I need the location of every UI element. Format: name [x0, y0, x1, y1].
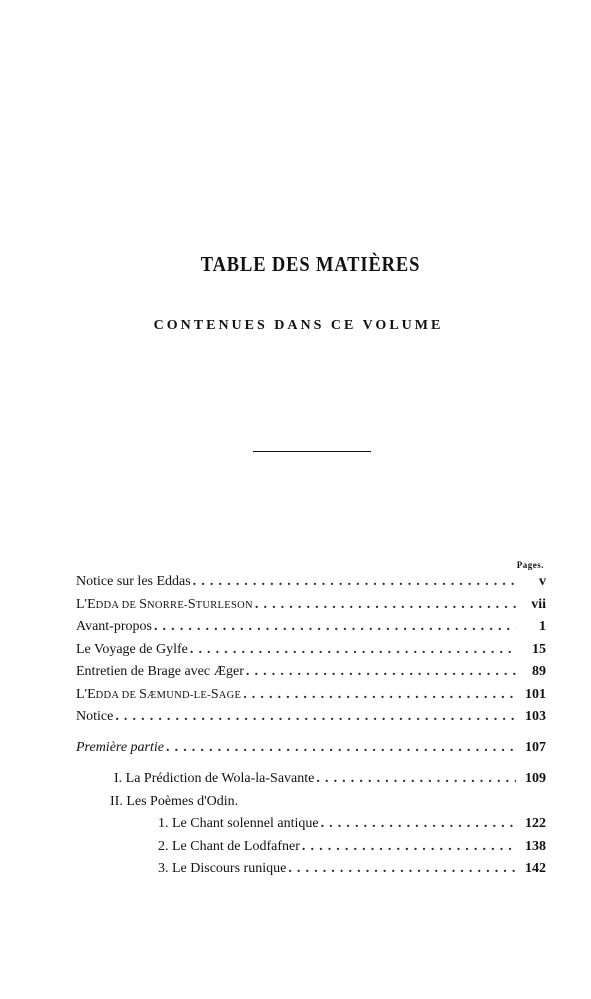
toc-entry-voyage-gylfe [76, 642, 546, 662]
dot-leader [115, 709, 516, 725]
dot-leader [154, 619, 516, 635]
dot-leader [166, 740, 516, 756]
toc-entry-chant-solennel [158, 816, 546, 836]
toc-entry-label: L'EDDA DE SÆMUND-LE-SAGE [76, 687, 242, 702]
toc-entry-edda-saemund [76, 687, 546, 707]
dot-leader [321, 816, 516, 832]
toc-entry-notice-eddas [76, 574, 546, 594]
toc-entry-label: 3. Le Discours runique [158, 861, 287, 876]
toc-entry-chant-lodfafner [158, 839, 546, 859]
dot-leader [288, 861, 516, 877]
dot-leader [190, 642, 516, 658]
dot-leader [243, 687, 516, 703]
dot-leader [316, 771, 516, 787]
toc-entry-entretien-brage [76, 664, 546, 684]
toc-entry-avant-propos [76, 619, 546, 639]
toc-entry-edda-snorre [76, 597, 546, 617]
toc-entry-page: 107 [525, 740, 546, 755]
toc-entry-page: vii [531, 597, 546, 612]
page-subtitle: CONTENUES DANS CE VOLUME [153, 318, 444, 333]
toc-entry-page: 89 [532, 664, 546, 679]
toc-entry-label: 2. Le Chant de Lodfafner [158, 839, 300, 854]
toc-entry-label: Entretien de Brage avec Æger [76, 664, 244, 679]
toc-entry-prediction-wola [114, 771, 546, 791]
toc-entry-page: 109 [525, 771, 546, 786]
toc-entry-label: 1. Le Chant solennel antique [158, 816, 319, 831]
toc-entry-page: 103 [525, 709, 546, 724]
page-title: TABLE DES MATIÈRES [200, 252, 421, 276]
dot-leader [302, 839, 516, 855]
toc-entry-label: Le Voyage de Gylfe [76, 642, 188, 657]
toc-entry-poemes-odin [110, 794, 546, 814]
toc-entry-premiere-partie [76, 740, 546, 760]
dot-leader [255, 597, 516, 613]
toc-entry-page: v [539, 574, 546, 589]
toc-entry-label: Première partie [76, 740, 164, 755]
toc-entry-label: Notice [76, 709, 114, 724]
toc-entry-label: II. Les Poèmes d'Odin. [110, 794, 239, 809]
toc-entry-label: L'EDDA DE SNORRE-STURLESON [76, 597, 253, 612]
toc-entry-page: 142 [525, 861, 546, 876]
toc-entry-label: Notice sur les Eddas [76, 574, 191, 589]
divider-rule [253, 451, 371, 452]
dot-leader [246, 664, 516, 680]
toc-entry-label: I. La Prédiction de Wola-la-Savante [114, 771, 315, 786]
toc-entry-notice [76, 709, 546, 729]
toc-entry-page: 138 [525, 839, 546, 854]
toc-entry-page: 122 [525, 816, 546, 831]
toc-entry-page: 1 [539, 619, 546, 634]
toc-entry-page: 101 [525, 687, 546, 702]
toc-entry-label: Avant-propos [76, 619, 152, 634]
toc-entry-page: 15 [532, 642, 546, 657]
toc-entry-discours-runique [158, 861, 546, 881]
pages-column-header: Pages. [516, 560, 544, 570]
dot-leader [193, 574, 516, 590]
